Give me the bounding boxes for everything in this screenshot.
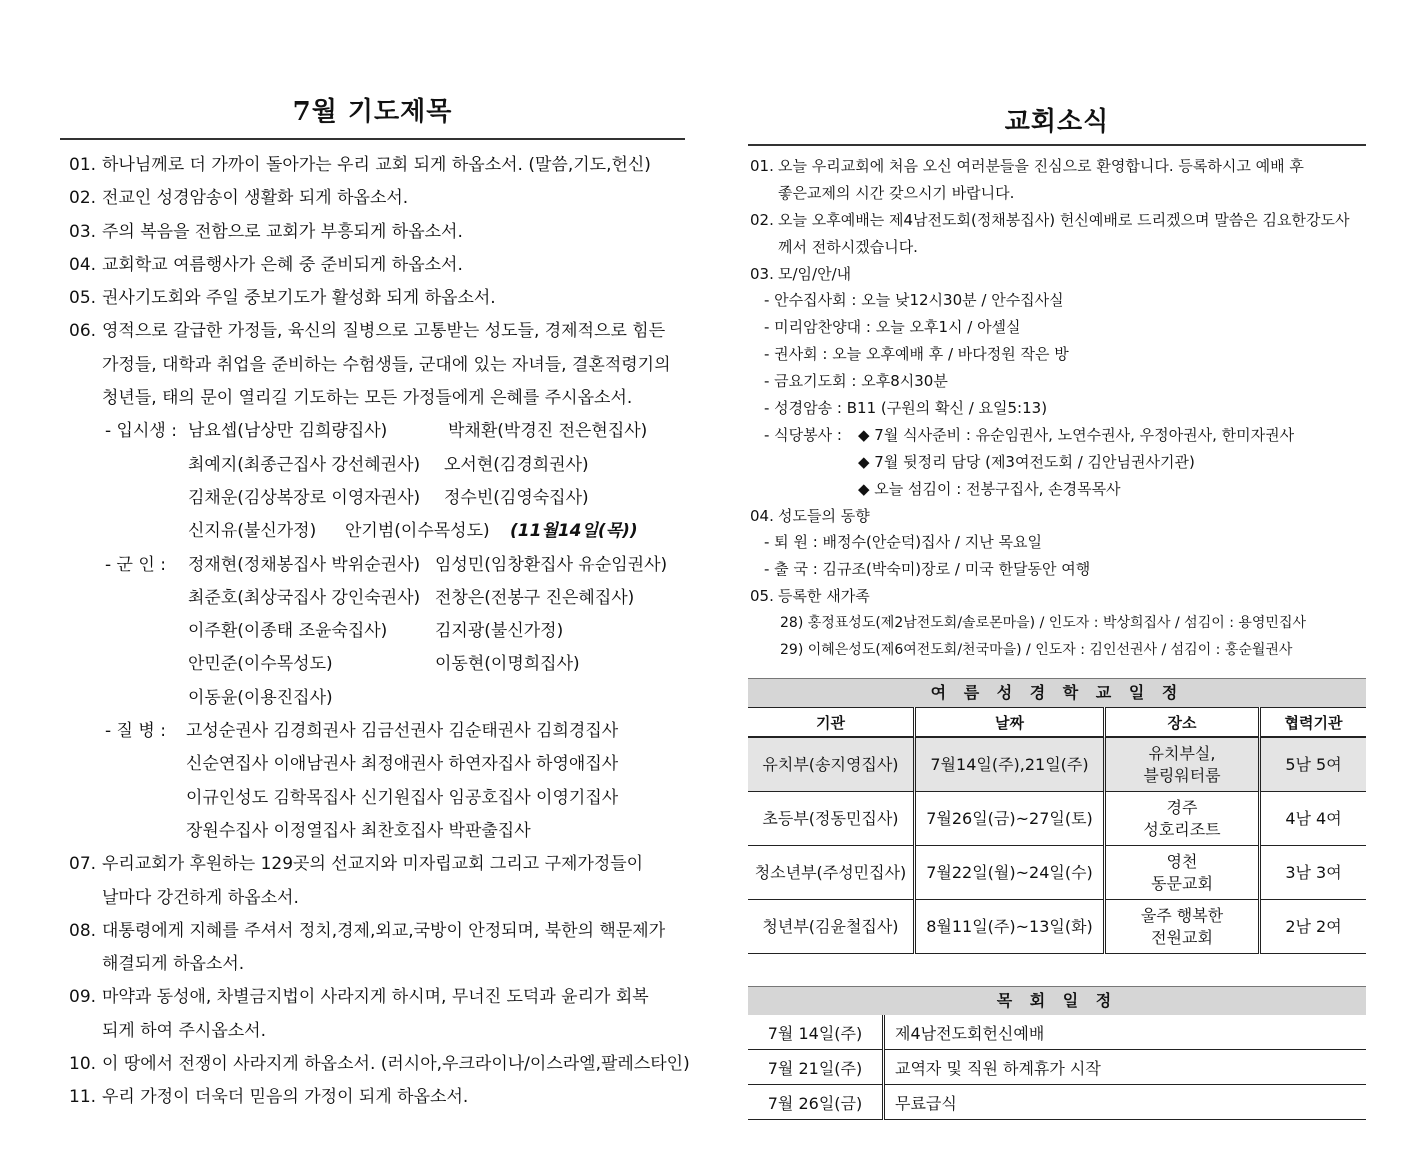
meeting-item: - 미리암찬양대 : 오늘 오후1시 / 아셀실 — [764, 318, 1021, 337]
schedule-row: 7월 26일(금) 무료급식 — [748, 1085, 1366, 1120]
prayer-title: 7월 기도제목 — [60, 90, 685, 140]
new-member: 28) 홍정표성도(제2남전도회/솔로몬마을) / 인도자 : 박상희집사 / 섬김이 : 용영민집사 — [780, 615, 1306, 632]
member-status: - 출 국 : 김규조(박숙미)장로 / 미국 한달동안 여행 — [764, 560, 1091, 579]
prayer-section — [60, 90, 690, 1115]
prayer-item: 08. 대통령에게 지혜를 주셔서 정치,경제,외교,국방이 안정되며, 북한의 핵문제가 — [69, 920, 666, 941]
exam-date-note: (11월14일(목)) — [510, 521, 638, 542]
meal-service: ◆ 7월 뒷정리 담당 (제3여전도회 / 김안님권사기관) — [858, 452, 1195, 471]
meal-service: - 식당봉사 : ◆ 7월 식사준비 : 유순임권사, 노연수권사, 우정아권사, 한미자권사 — [764, 425, 1295, 444]
meeting-item: - 금요기도회 : 오후8시30분 — [764, 372, 948, 391]
military-row: 최준호(최상국집사 강인숙권사) 전창은(전봉구 진은혜집사) — [188, 587, 635, 608]
prayer-item: 07. 우리교회가 후원하는 129곳의 선교지와 미자립교회 그리고 구제가정들이 — [69, 854, 644, 875]
prayer-item-06-cont: 가정들, 대학과 취업을 준비하는 수험생들, 군대에 있는 자녀들, 결혼적령기의 — [102, 354, 671, 375]
prayer-item: 04. 교회학교 여름행사가 은혜 중 준비되게 하옵소서. — [69, 254, 463, 275]
prayer-item: 09. 마약과 동성애, 차별금지법이 사라지게 하시며, 무너진 도덕과 윤리가 회복 — [69, 987, 649, 1008]
prayer-item-06: 06. 영적으로 갈급한 가정들, 육신의 질병으로 고통받는 성도들, 경제적으로 힘든 — [69, 321, 666, 342]
meeting-item: - 안수집사회 : 오늘 낮12시30분 / 안수집사실 — [764, 291, 1064, 310]
table-row: 초등부(정동민집사) 7월26일(금)~27일(토) 경주 성호리조트 4남 4여 — [748, 792, 1366, 846]
news-title: 교회소식 — [748, 100, 1366, 146]
prayer-item: 10. 이 땅에서 전쟁이 사라지게 하옵소서. (러시아,우크라이나/이스라엘,팔레스타인) — [69, 1054, 690, 1075]
news-item-cont: 좋은교제의 시간 갖으시기 바랍니다. — [778, 183, 1015, 202]
news-item: 05. 등록한 새가족 — [750, 587, 870, 606]
ill-row: - 질 병 : 고성순권사 김경희권사 김금선권사 김순태권사 김희경집사 — [105, 721, 619, 742]
member-status: - 퇴 원 : 배정수(안순덕)집사 / 지난 목요일 — [764, 533, 1042, 552]
prayer-item-06-cont: 청년들, 태의 문이 열리길 기도하는 모든 가정들에게 은혜를 주시옵소서. — [102, 388, 633, 409]
table-row: 유치부(송지영집사) 7월14일(주),21일(주) 유치부실, 블링워터룸 5남 5여 — [748, 737, 1366, 792]
bible-school-table — [748, 678, 1366, 954]
military-row: 이동윤(이용진집사) — [188, 687, 333, 708]
new-member: 29) 이혜은성도(제6여전도회/천국마을) / 인도자 : 김인선권사 / 섬김이 : 홍순월권사 — [780, 642, 1293, 659]
schedule-title: 목 회 일 정 — [748, 986, 1366, 1015]
exam-row: 최예지(최종근집사 강선혜권사) 오서현(김경희권사) — [188, 454, 589, 475]
prayer-item-cont: 해결되게 하옵소서. — [102, 954, 245, 975]
prayer-item: 01. 하나님께로 더 가까이 돌아가는 우리 교회 되게 하옵소서. (말씀,기도,헌신) — [69, 155, 651, 175]
exam-row: 신지유(불신가정) 안기범(이수목성도) (11월14일(목)) — [60, 515, 685, 548]
table-row: 청년부(김윤철집사) 8월11일(주)~13일(화) 울주 행복한 전원교회 2남 2여 — [748, 900, 1366, 954]
prayer-item-cont: 날마다 강건하게 하옵소서. — [102, 887, 299, 908]
prayer-item-cont: 되게 하여 주시옵소서. — [102, 1020, 267, 1041]
prayer-item: 03. 주의 복음을 전함으로 교회가 부흥되게 하옵소서. — [69, 221, 463, 242]
news-item: 01. 오늘 우리교회에 처음 오신 여러분들을 진심으로 환영합니다. 등록하시고 예배 후 — [750, 157, 1304, 175]
military-row: - 군 인 : 정재현(정채봉집사 박위순권사) 임성민(임창환집사 유순임권사) — [105, 554, 668, 575]
pastoral-schedule — [748, 986, 1366, 1120]
exam-row: - 입시생 : 남요셉(남상만 김희량집사) 박채환(박경진 전은현집사) — [105, 421, 648, 442]
news-list — [748, 153, 1366, 664]
ill-row: 장원수집사 이정열집사 최찬호집사 박판출집사 — [186, 820, 531, 841]
news-item: 03. 모/임/안/내 — [750, 264, 852, 283]
meeting-item: - 권사회 : 오늘 오후예배 후 / 바다정원 작은 방 — [764, 345, 1069, 364]
exam-row: 김채운(김상복장로 이영자권사) 정수빈(김영숙집사) — [188, 487, 589, 508]
table-header: 기관 날짜 장소 협력기관 — [748, 708, 1366, 738]
schedule-row: 7월 21일(주) 교역자 및 직원 하계휴가 시작 — [748, 1050, 1366, 1085]
news-item-cont: 께서 전하시겠습니다. — [778, 237, 918, 256]
schedule-row: 7월 14일(주) 제4남전도회헌신예배 — [748, 1015, 1366, 1050]
prayer-item: 02. 전교인 성경암송이 생활화 되게 하옵소서. — [69, 188, 409, 209]
bible-school-title: 여 름 성 경 학 교 일 정 — [748, 678, 1366, 707]
prayer-item: 11. 우리 가정이 더욱더 믿음의 가정이 되게 하옵소서. — [69, 1087, 469, 1108]
news-item: 04. 성도들의 동향 — [750, 506, 870, 525]
military-row: 안민준(이수목성도) 이동현(이명희집사) — [188, 654, 580, 675]
ill-row: 신순연집사 이애남권사 최정애권사 하연자집사 하영애집사 — [186, 754, 619, 775]
news-section — [748, 100, 1366, 664]
prayer-item: 05. 권사기도회와 주일 중보기도가 활성화 되게 하옵소서. — [69, 288, 496, 309]
military-row: 이주환(이종태 조윤숙집사) 김지광(불신가정) — [188, 621, 564, 642]
meeting-item: - 성경암송 : B11 (구원의 확신 / 요일5:13) — [764, 399, 1048, 418]
prayer-list — [60, 149, 690, 1115]
ill-row: 이규인성도 김학목집사 신기원집사 임공호집사 이영기집사 — [186, 787, 619, 808]
news-item: 02. 오늘 오후예배는 제4남전도회(정채봉집사) 헌신예배로 드리겠으며 말씀은 김요한강도사 — [750, 210, 1350, 229]
table-row: 청소년부(주성민집사) 7월22일(월)~24일(수) 영천 동문교회 3남 3여 — [748, 846, 1366, 900]
meal-service: ◆ 오늘 섬김이 : 전봉구집사, 손경목목사 — [858, 479, 1121, 498]
